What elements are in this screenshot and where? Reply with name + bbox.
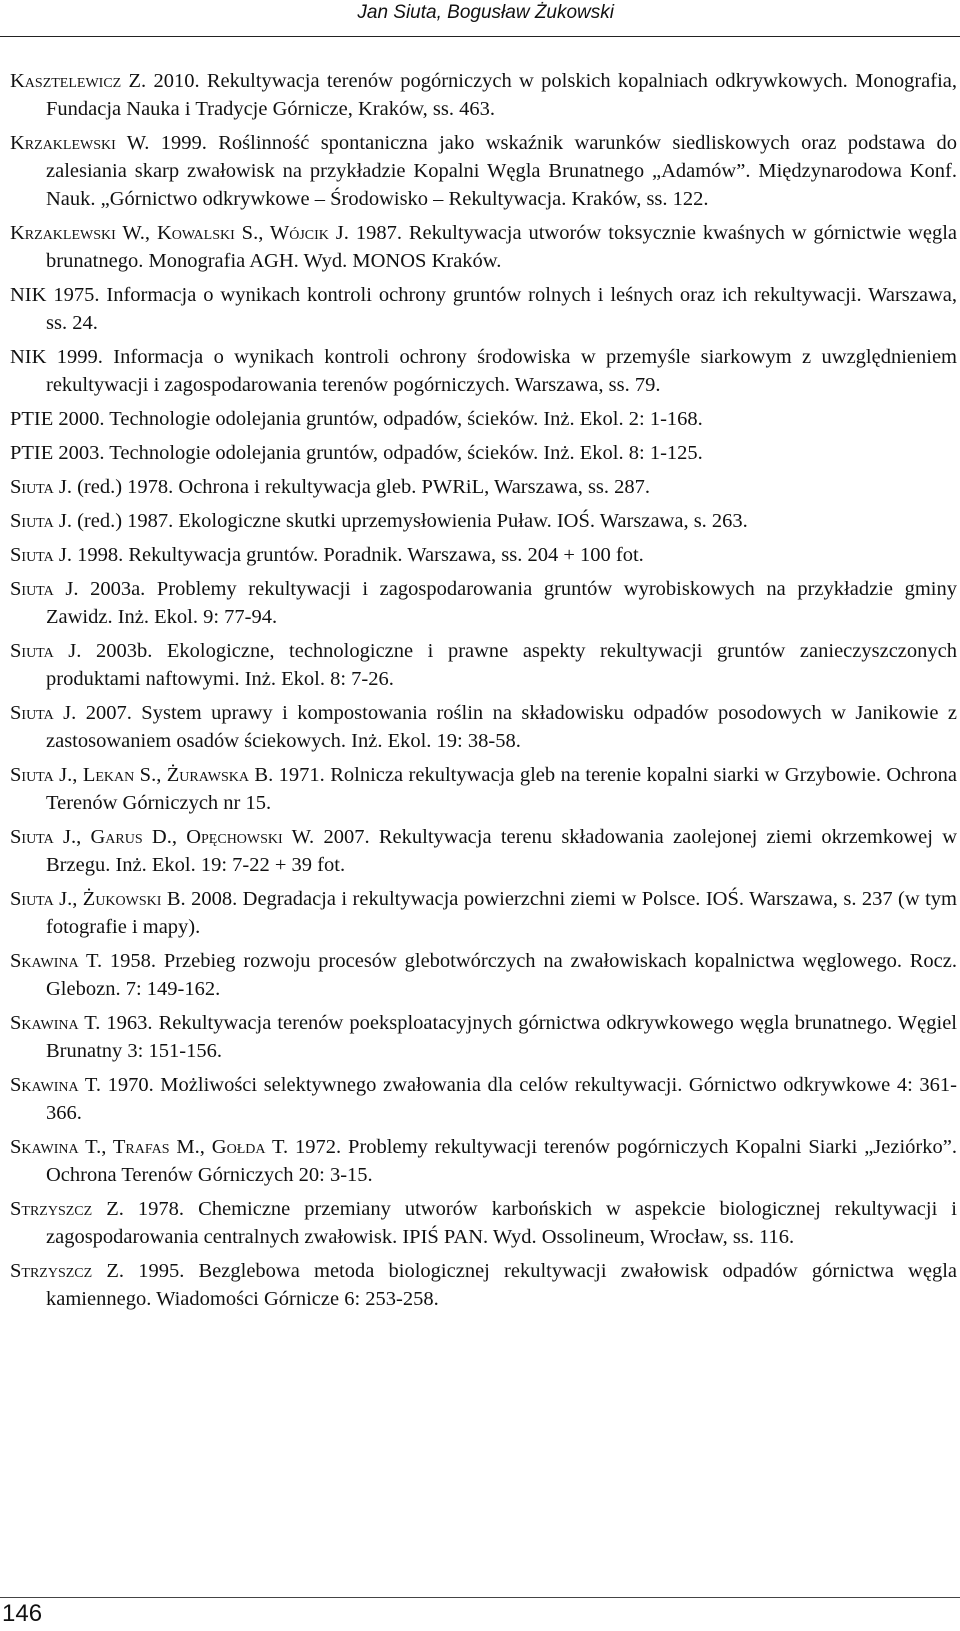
reference-text: 1995. Bezglebowa metoda biologicznej rekultywacji zwałowisk odpadów górnictwa węgla kamiennego. Wiadomości Górnicze 6: 253-258. [46, 1260, 957, 1310]
reference-authors: Skawina T. [10, 950, 103, 972]
reference-text: (red.) 1987. Ekologiczne skutki uprzemysłowienia Puław. IOŚ. Warszawa, s. 263. [71, 510, 748, 532]
reference-text: 2010. Rekultywacja terenów pogórniczych w polskich kopalniach odkrywkowych. Monografia, Fundacja Nauka i Tradycje Górnicze, Kraków, ss. 463. [46, 70, 957, 120]
reference-authors: Krzaklewski W., Kowalski S., Wójcik J. [10, 222, 349, 244]
reference-item [10, 439, 957, 467]
reference-item [10, 541, 957, 569]
reference-item [10, 699, 957, 755]
reference-authors: Siuta J. [10, 544, 72, 566]
reference-authors: Skawina T., Trafas M., Gołda T. [10, 1136, 289, 1158]
reference-item [10, 281, 957, 337]
reference-text: NIK 1975. Informacja o wynikach kontroli ochrony gruntów rolnych i leśnych oraz ich rekultywacji. Warszawa, ss. 24. [10, 284, 957, 334]
running-header [0, 0, 960, 48]
reference-authors: Siuta J. [10, 476, 72, 498]
reference-item [10, 1195, 957, 1251]
reference-text: 2007. Rekultywacja terenu składowania zaolejonej ziemi okrzemkowej w Brzegu. Inż. Ekol. 19: 7-22 + 39 fot. [46, 826, 957, 876]
reference-authors: Strzyszcz Z. [10, 1260, 125, 1282]
reference-item [10, 947, 957, 1003]
reference-authors: Siuta J. [10, 510, 72, 532]
reference-authors: Siuta J. [10, 640, 82, 662]
reference-item [10, 1071, 957, 1127]
reference-item [10, 575, 957, 631]
reference-authors: Krzaklewski W. [10, 132, 150, 154]
reference-item [10, 507, 957, 535]
reference-text: 1998. Rekultywacja gruntów. Poradnik. Warszawa, ss. 204 + 100 fot. [71, 544, 644, 566]
reference-authors: Strzyszcz Z. [10, 1198, 124, 1220]
reference-text: NIK 1999. Informacja o wynikach kontroli ochrony środowiska w przemyśle siarkowym z uwzględnieniem rekultywacji i zagospodarowania terenów pogórniczych. Warszawa, ss. 79. [10, 346, 957, 396]
reference-text: 1963. Rekultywacja terenów poeksploatacyjnych górnictwa odkrywkowego węgla brunatnego. Węgiel Brunatny 3: 151-156. [46, 1012, 957, 1062]
reference-text: PTIE 2000. Technologie odolejania gruntów, odpadów, ścieków. Inż. Ekol. 2: 1-168. [10, 408, 703, 430]
reference-authors: Siuta J., Lekan S., Żurawska B. [10, 764, 274, 786]
reference-text: 1958. Przebieg rozwoju procesów glebotwórczych na zwałowiskach kopalnictwa węglowego. Rocz. Glebozn. 7: 149-162. [46, 950, 957, 1000]
reference-item [10, 405, 957, 433]
reference-item [10, 67, 957, 123]
reference-list [10, 67, 957, 1319]
header-rule [0, 36, 960, 37]
reference-item [10, 823, 957, 879]
reference-authors: Siuta J., Garus D., Opęchowski W. [10, 826, 315, 848]
reference-text: 2003a. Problemy rekultywacji i zagospodarowania gruntów wyrobiskowych na przykładzie gminy Zawidz. Inż. Ekol. 9: 77-94. [46, 578, 957, 628]
reference-authors: Siuta J. [10, 702, 77, 724]
page-number: 146 [2, 1600, 43, 1627]
reference-item [10, 1009, 957, 1065]
reference-item [10, 637, 957, 693]
reference-text: 2007. System uprawy i kompostowania roślin na składowisku odpadów posodowych w Janikowie z zastosowaniem osadów ściekowych. Inż. Ekol. 19: 38-58. [46, 702, 957, 752]
reference-text: 1972. Problemy rekultywacji terenów pogórniczych Kopalni Siarki „Jeziórko”. Ochrona Terenów Górniczych 20: 3-15. [46, 1136, 957, 1186]
reference-text: 1970. Możliwości selektywnego zwałowania dla celów rekultywacji. Górnictwo odkrywkowe 4: 361-366. [46, 1074, 957, 1124]
reference-item [10, 1133, 957, 1189]
reference-text: 1999. Roślinność spontaniczna jako wskaźnik warunków siedliskowych oraz podstawa do zalesiania skarp zwałowisk na przykładzie Kopalni Węgla Brunatnego „Adamów”. Międzynarodowa Konf. Nauk. „Górnictwo odkrywkowe – Środowisko – Rekultywacja. Kraków, ss. 122. [46, 132, 957, 210]
reference-text: 1987. Rekultywacja utworów toksycznie kwaśnych w górnictwie węgla brunatnego. Monografia AGH. Wyd. MONOS Kraków. [46, 222, 957, 272]
reference-item [10, 761, 957, 817]
reference-item [10, 473, 957, 501]
reference-authors: Skawina T. [10, 1012, 101, 1034]
reference-authors: Siuta J., Żukowski B. [10, 888, 186, 910]
reference-authors: Skawina T. [10, 1074, 101, 1096]
reference-text: 1971. Rolnicza rekultywacja gleb na terenie kopalni siarki w Grzybowie. Ochrona Terenów Górniczych nr 15. [46, 764, 957, 814]
reference-item [10, 219, 957, 275]
reference-text: 1978. Chemiczne przemiany utworów karbońskich w aspekcie biologicznej rekultywacji i zagospodarowania centralnych zwałowisk. IPIŚ PAN. Wyd. Ossolineum, Wrocław, ss. 116. [46, 1198, 958, 1248]
reference-item [10, 343, 957, 399]
reference-item [10, 129, 957, 213]
reference-authors: Siuta J. [10, 578, 79, 600]
running-title: Jan Siuta, Bogusław Żukowski [357, 2, 614, 23]
footer-rule [0, 1597, 960, 1598]
reference-text: (red.) 1978. Ochrona i rekultywacja gleb. PWRiL, Warszawa, ss. 287. [71, 476, 651, 498]
reference-authors: Kasztelewicz Z. [10, 70, 147, 92]
reference-item [10, 885, 957, 941]
reference-item [10, 1257, 957, 1313]
reference-text: 2008. Degradacja i rekultywacja powierzchni ziemi w Polsce. IOŚ. Warszawa, s. 237 (w tym fotografie i mapy). [46, 888, 958, 938]
reference-text: PTIE 2003. Technologie odolejania gruntów, odpadów, ścieków. Inż. Ekol. 8: 1-125. [10, 442, 703, 464]
reference-text: 2003b. Ekologiczne, technologiczne i prawne aspekty rekultywacji gruntów zanieczyszczonych produktami naftowymi. Inż. Ekol. 8: 7-26. [46, 640, 957, 690]
